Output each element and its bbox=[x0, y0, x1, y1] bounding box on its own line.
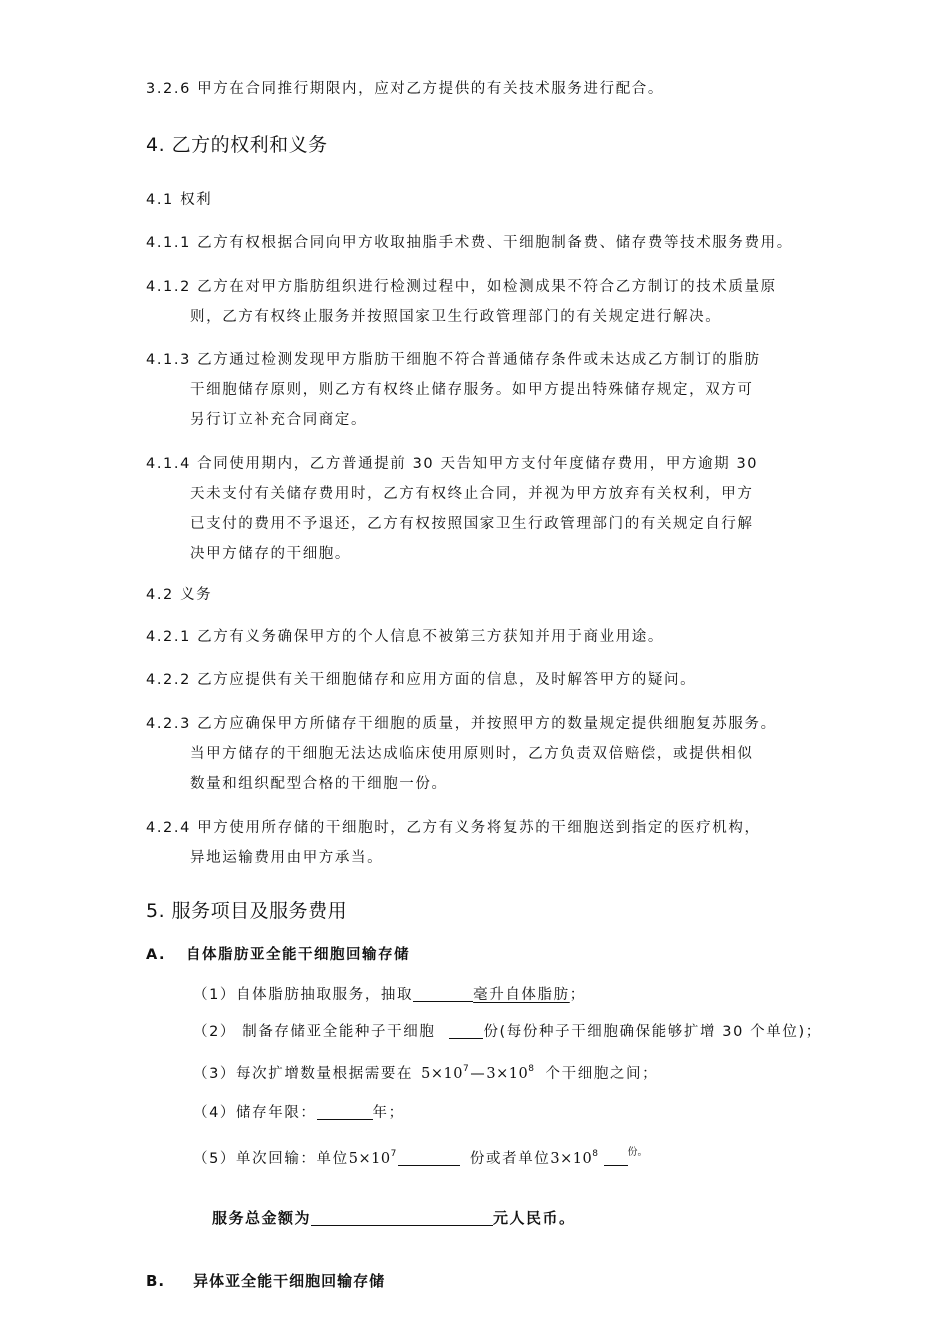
blank-total-amount-field[interactable] bbox=[311, 1210, 493, 1226]
section-5-title: 5. 服务项目及服务费用 bbox=[146, 900, 348, 922]
clause-3-2-6: 3.2.6 甲方在合同推行期限内，应对乙方提供的有关技术服务进行配合。 bbox=[146, 81, 665, 97]
item-text: （5）单次回输：单位 bbox=[193, 1151, 349, 1167]
item-text: （1）自体脂肪抽取服务，抽取 bbox=[193, 987, 414, 1003]
clause-line: 另行订立补充合同商定。 bbox=[190, 412, 368, 428]
clause-line: 4.2.3 乙方应确保甲方所储存干细胞的质量，并按照甲方的数量规定提供细胞复苏服务。 bbox=[146, 716, 777, 732]
formula-text: 5×10 bbox=[348, 1151, 391, 1167]
formula-dash: — bbox=[470, 1066, 487, 1082]
blank-unit-field[interactable] bbox=[604, 1151, 628, 1167]
item-a-title: 自体脂肪亚全能干细胞回输存储 bbox=[186, 947, 410, 963]
clause-line: 已支付的费用不予退还，乙方有权按照国家卫生行政管理部门的有关规定自行解 bbox=[190, 516, 754, 532]
total-label: 服务总金额为 bbox=[212, 1209, 312, 1227]
formula-text: 5×10 bbox=[421, 1066, 463, 1082]
formula-text: 3×10 bbox=[486, 1066, 529, 1082]
formula-exponent: 8 bbox=[592, 1149, 600, 1159]
item-a-2 bbox=[193, 1020, 822, 1041]
item-a-5 bbox=[193, 1143, 648, 1168]
clause-line: 4.1.4 合同使用期内，乙方普通提前 30 天告知甲方支付年度储存费用，甲方逾期 30 bbox=[146, 456, 759, 472]
item-a-3 bbox=[193, 1062, 658, 1083]
rights-heading: 4.1 权利 bbox=[146, 192, 213, 208]
item-text: 个干细胞之间； bbox=[545, 1066, 659, 1082]
formula-text: 3×10 bbox=[550, 1151, 593, 1167]
total-suffix: 元人民币。 bbox=[493, 1209, 576, 1227]
item-underlined-text: 毫升自体脂肪 bbox=[473, 987, 570, 1003]
clause-line: 干细胞储存原则，则乙方有权终止储存服务。如甲方提出特殊储存规定，双方可 bbox=[190, 382, 754, 398]
blank-portion-field[interactable] bbox=[449, 1024, 483, 1040]
clause-line: 4.2.4 甲方使用所存储的干细胞时，乙方有义务将复苏的干细胞送到指定的医疗机构， bbox=[146, 820, 761, 836]
item-text: 份。 bbox=[627, 1147, 648, 1158]
item-b-title: 异体亚全能干细胞回输存储 bbox=[193, 1272, 386, 1290]
section-4-title: 4. 乙方的权利和义务 bbox=[146, 134, 328, 156]
clause-line: 4.1.3 乙方通过检测发现甲方脂肪干细胞不符合普通储存条件或未达成乙方制订的脂肪 bbox=[146, 352, 761, 368]
item-text: （4）储存年限： bbox=[193, 1105, 317, 1121]
clause-line: 4.1.2 乙方在对甲方脂肪组织进行检测过程中，如检测成果不符合乙方制订的技术质量原 bbox=[146, 279, 777, 295]
item-text: （2） 制备存储亚全能种子干细胞 bbox=[193, 1024, 436, 1040]
clause-line: 数量和组织配型合格的干细胞一份。 bbox=[190, 776, 448, 792]
service-total-line bbox=[212, 1207, 576, 1228]
blank-ml-field[interactable] bbox=[413, 987, 473, 1003]
item-text: 年； bbox=[372, 1105, 405, 1121]
formula-exponent: 7 bbox=[390, 1149, 398, 1159]
formula-exponent: 7 bbox=[462, 1064, 471, 1074]
item-text: （3）每次扩增数量根据需要在 bbox=[193, 1066, 414, 1082]
item-b-label: B. bbox=[146, 1272, 166, 1290]
blank-years-field[interactable] bbox=[317, 1105, 373, 1121]
clause-line: 则，乙方有权终止服务并按照国家卫生行政管理部门的有关规定进行解决。 bbox=[190, 309, 722, 325]
item-a-1 bbox=[193, 983, 586, 1004]
clause-line: 当甲方储存的干细胞无法达成临床使用原则时，乙方负责双倍赔偿，或提供相似 bbox=[190, 746, 754, 762]
duties-heading: 4.2 义务 bbox=[146, 587, 213, 603]
item-b-heading bbox=[146, 1270, 385, 1291]
clause-line: 天未支付有关储存费用时，乙方有权终止合同，并视为甲方放弃有关权利，甲方 bbox=[190, 486, 754, 502]
item-a-heading bbox=[146, 943, 410, 964]
clause-4-1-1: 4.1.1 乙方有权根据合同向甲方收取抽脂手术费、干细胞制备费、储存费等技术服务费用。 bbox=[146, 235, 793, 251]
clause-4-2-2: 4.2.2 乙方应提供有关干细胞储存和应用方面的信息，及时解答甲方的疑问。 bbox=[146, 672, 697, 688]
item-a-4 bbox=[193, 1101, 405, 1122]
formula-exponent: 8 bbox=[528, 1064, 536, 1074]
clause-4-2-1: 4.2.1 乙方有义务确保甲方的个人信息不被第三方获知并用于商业用途。 bbox=[146, 629, 665, 645]
item-a-label: A. bbox=[146, 947, 166, 963]
item-text: 份或者单位 bbox=[469, 1151, 551, 1167]
clause-line: 决甲方储存的干细胞。 bbox=[190, 546, 351, 562]
item-text: 份(每份种子干细胞确保能够扩增 30 个单位)； bbox=[483, 1024, 822, 1040]
item-text: ； bbox=[569, 987, 586, 1003]
clause-line: 异地运输费用由甲方承当。 bbox=[190, 850, 384, 866]
blank-unit-field[interactable] bbox=[398, 1151, 460, 1167]
